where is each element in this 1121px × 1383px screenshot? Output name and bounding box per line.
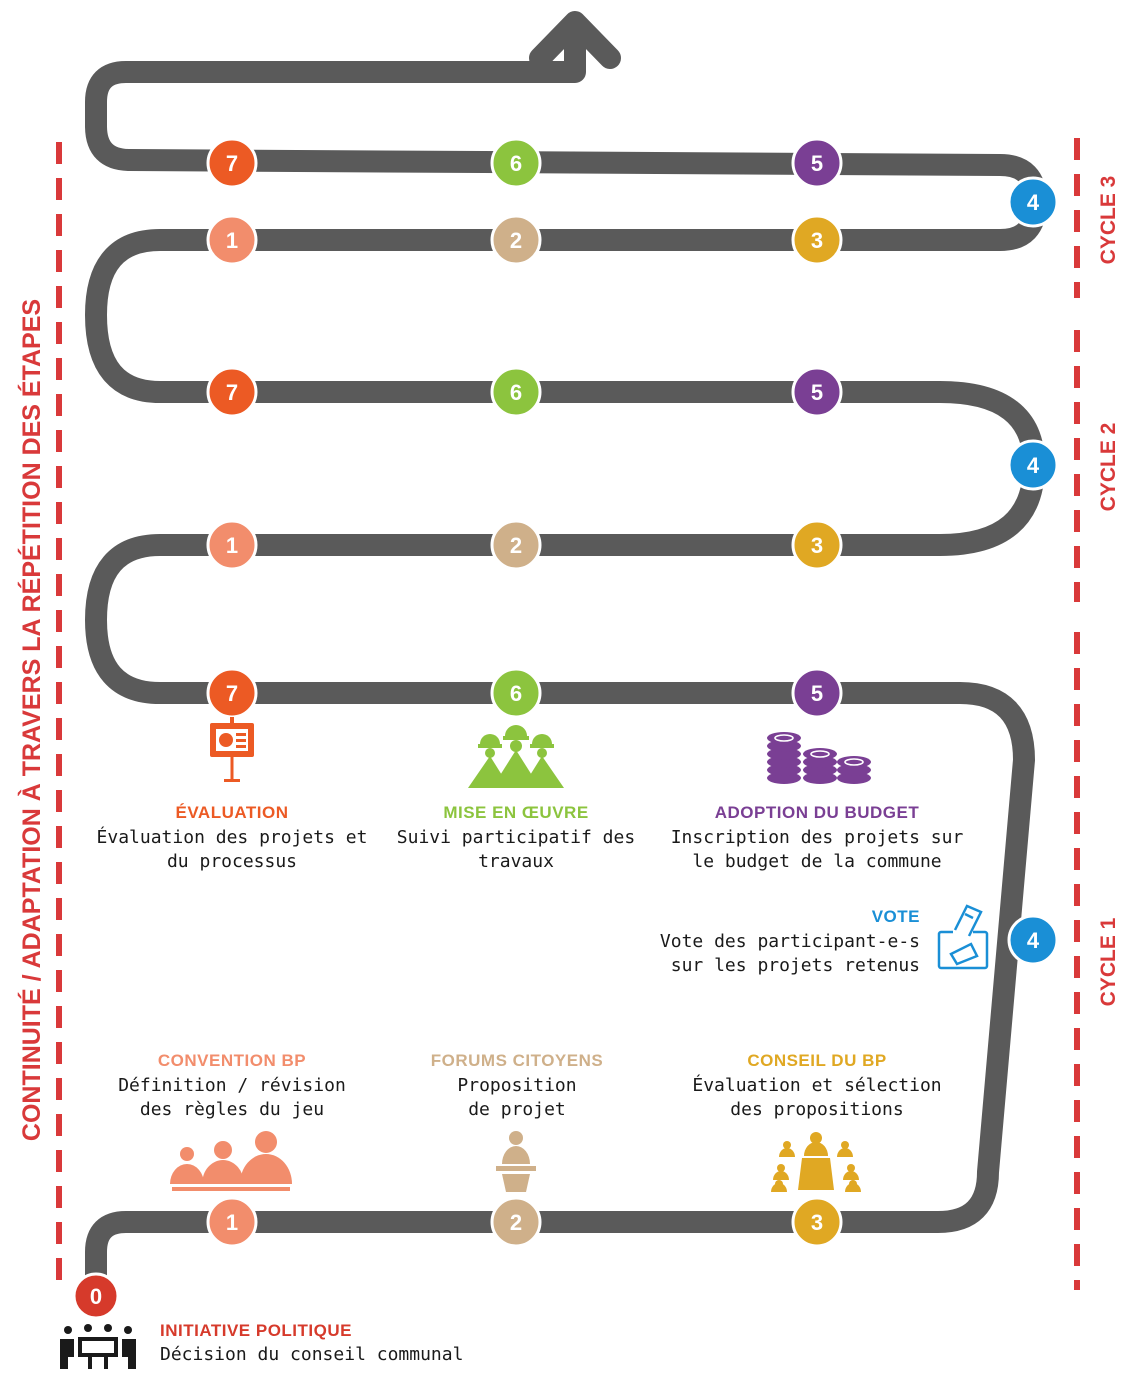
step-node-number: 4 bbox=[1026, 928, 1040, 953]
step-node-c3-bottom-1 bbox=[208, 216, 256, 264]
step-node-c1-bottom-2 bbox=[492, 1198, 540, 1246]
presentation-board-icon bbox=[210, 717, 254, 782]
forums-title: FORUMS CITOYENS bbox=[430, 1051, 604, 1070]
step-node-number: 5 bbox=[810, 151, 824, 176]
step-node-number: 1 bbox=[225, 533, 239, 558]
speaker-podium-icon bbox=[496, 1131, 536, 1192]
step-node-c2-top-6 bbox=[492, 368, 540, 416]
step-node-number: 3 bbox=[810, 228, 824, 253]
step-node-c2-right-4 bbox=[1009, 441, 1057, 489]
step-node-number: 2 bbox=[509, 228, 523, 253]
step-node-number: 1 bbox=[225, 1210, 239, 1235]
adoption-budget-title: ADOPTION DU BUDGET bbox=[714, 803, 920, 822]
step-node-number: 7 bbox=[225, 681, 239, 706]
cycle-2-label: CYCLE 2 bbox=[1097, 422, 1120, 512]
step-node-c1-top-6 bbox=[492, 669, 540, 717]
coin-stacks-icon bbox=[767, 732, 871, 784]
vote-desc-line1: Vote des participant-e-s bbox=[659, 931, 920, 952]
step-node-c1-top-5 bbox=[793, 669, 841, 717]
convention-desc-line1: Définition / révision bbox=[118, 1075, 346, 1096]
conseil-title: CONSEIL DU BP bbox=[747, 1051, 887, 1070]
evaluation-desc-line1: Évaluation des projets et bbox=[96, 827, 368, 848]
step-node-c1-bottom-1 bbox=[208, 1198, 256, 1246]
step-node-number: 6 bbox=[509, 380, 523, 405]
mise-en-oeuvre-desc-line2: travaux bbox=[478, 851, 554, 872]
step-node-start-0 bbox=[74, 1274, 118, 1318]
council-table-icon bbox=[771, 1132, 861, 1192]
initiative-desc: Décision du conseil communal bbox=[160, 1344, 464, 1365]
forums-desc-line2: de projet bbox=[468, 1099, 566, 1120]
step-node-number: 7 bbox=[225, 380, 239, 405]
continuity-side-label: CONTINUITÉ / ADAPTATION À TRAVERS LA RÉPÉTITION DES ÉTAPES bbox=[18, 298, 46, 1142]
step-node-number: 5 bbox=[810, 681, 824, 706]
convention-desc-line2: des règles du jeu bbox=[139, 1099, 325, 1120]
step-node-number: 1 bbox=[225, 228, 239, 253]
step-node-number: 6 bbox=[509, 151, 523, 176]
step-node-c3-top-7 bbox=[208, 139, 256, 187]
conseil-desc-line2: des propositions bbox=[730, 1099, 904, 1120]
vote-desc-line2: sur les projets retenus bbox=[670, 955, 920, 976]
step-node-c3-top-5 bbox=[793, 139, 841, 187]
meeting-table-icon bbox=[60, 1324, 136, 1369]
mise-en-oeuvre-desc-line1: Suivi participatif des bbox=[396, 827, 636, 848]
step-node-c3-right-4 bbox=[1009, 178, 1057, 226]
ballot-box-icon bbox=[939, 906, 987, 968]
step-node-number: 5 bbox=[810, 380, 824, 405]
cycle-1-label: CYCLE 1 bbox=[1097, 917, 1120, 1007]
step-node-c2-bottom-3 bbox=[793, 521, 841, 569]
step-node-c1-right-4 bbox=[1009, 916, 1057, 964]
adoption-budget-desc-line1: Inscription des projets sur bbox=[670, 827, 964, 848]
step-node-c2-bottom-2 bbox=[492, 521, 540, 569]
step-node-c2-top-7 bbox=[208, 368, 256, 416]
vote-title: VOTE bbox=[871, 907, 920, 926]
step-node-number: 4 bbox=[1026, 453, 1040, 478]
step-node-c3-bottom-2 bbox=[492, 216, 540, 264]
cycle-3-label: CYCLE 3 bbox=[1097, 175, 1120, 265]
step-node-c2-bottom-1 bbox=[208, 521, 256, 569]
step-node-number: 0 bbox=[89, 1284, 103, 1309]
step-node-c1-top-7 bbox=[208, 669, 256, 717]
workers-helmet-icon bbox=[468, 725, 564, 788]
step-node-number: 4 bbox=[1026, 190, 1040, 215]
conseil-desc-line1: Évaluation et sélection bbox=[692, 1075, 942, 1096]
step-node-number: 3 bbox=[810, 533, 824, 558]
evaluation-title: ÉVALUATION bbox=[175, 803, 289, 822]
adoption-budget-desc-line2: le budget de la commune bbox=[692, 851, 942, 872]
step-node-c2-top-5 bbox=[793, 368, 841, 416]
three-people-icon bbox=[170, 1131, 292, 1191]
step-node-number: 6 bbox=[509, 681, 523, 706]
step-node-number: 3 bbox=[810, 1210, 824, 1235]
step-node-c3-top-6 bbox=[492, 139, 540, 187]
evaluation-desc-line2: du processus bbox=[166, 851, 298, 872]
initiative-title: INITIATIVE POLITIQUE bbox=[160, 1321, 352, 1340]
forums-desc-line1: Proposition bbox=[457, 1075, 577, 1096]
step-node-number: 2 bbox=[509, 1210, 523, 1235]
step-node-number: 7 bbox=[225, 151, 239, 176]
mise-en-oeuvre-title: MISE EN ŒUVRE bbox=[443, 803, 589, 822]
step-node-number: 2 bbox=[509, 533, 523, 558]
convention-title: CONVENTION BP bbox=[157, 1051, 307, 1070]
step-node-c1-bottom-3 bbox=[793, 1198, 841, 1246]
step-node-c3-bottom-3 bbox=[793, 216, 841, 264]
